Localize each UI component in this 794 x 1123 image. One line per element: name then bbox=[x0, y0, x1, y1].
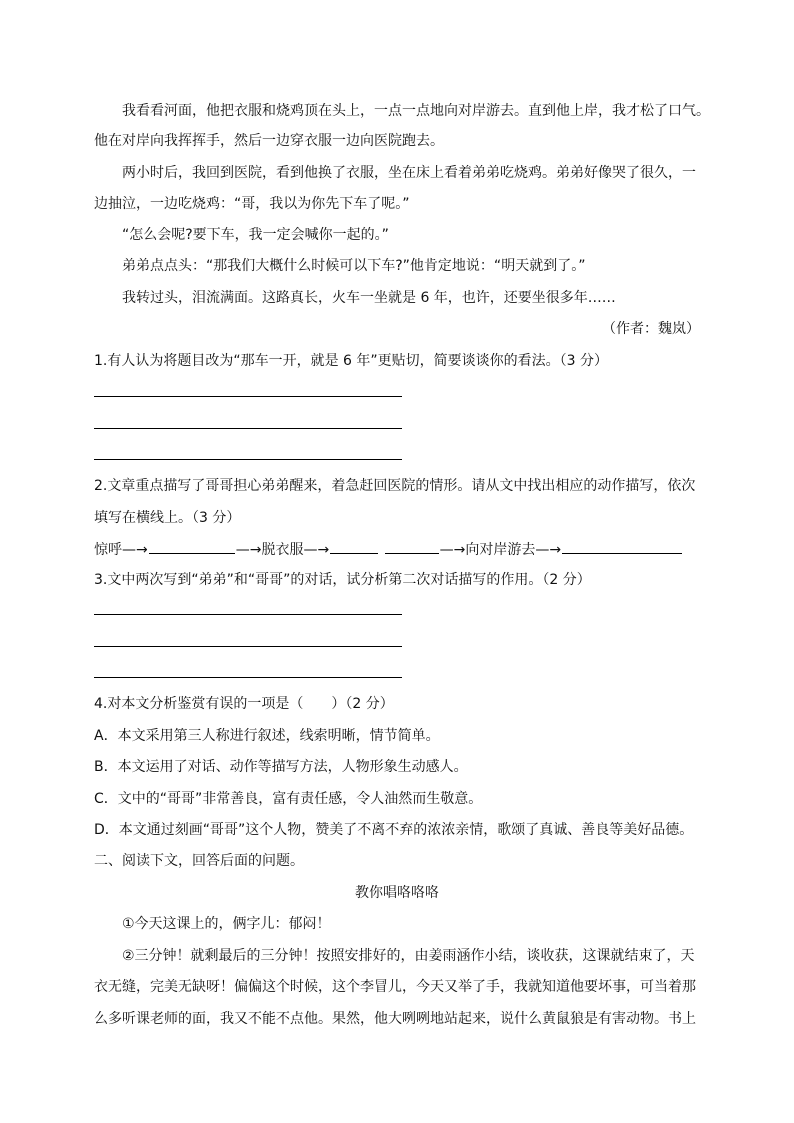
answer-line[interactable] bbox=[94, 396, 402, 397]
fill-blank[interactable] bbox=[149, 539, 235, 554]
story-paragraph-4: 弟弟点点头：“那我们大概什么时候可以下车?”他肯定地说：“明天就到了。” bbox=[122, 258, 586, 274]
article-paragraph-1: ①今天这课上的，俩字儿：郁闷！ bbox=[122, 916, 331, 932]
article-title: 教你唱咯咯咯 bbox=[355, 885, 439, 901]
arrow: —→ bbox=[235, 542, 262, 558]
arrow: —→ bbox=[303, 542, 330, 558]
fill-blank[interactable] bbox=[562, 539, 682, 554]
question-3: 3.文中两次写到“弟弟”和“哥哥”的对话，试分析第二次对话描写的作用。（2 分） bbox=[94, 572, 591, 588]
question-2-answer-chain bbox=[94, 539, 700, 560]
story-paragraph-1-cont: 他在对岸向我挥挥手，然后一边穿衣服一边向医院跑去。 bbox=[94, 133, 444, 149]
article-paragraph-2-cont: 衣无缝，完美无缺呀！偏偏这个时候，这个李冒儿，今天又举了手，我就知道他要坏事，可当着那 bbox=[94, 979, 696, 995]
section-2-heading: 二、阅读下文，回答后面的问题。 bbox=[94, 853, 304, 869]
article-paragraph-2: ②三分钟！就剩最后的三分钟！按照安排好的，由姜雨涵作小结，谈收获，这课就结束了，天 bbox=[122, 948, 695, 964]
question-4: 4.对本文分析鉴赏有误的一项是（ ）（2 分） bbox=[94, 696, 394, 712]
question-2-cont: 填写在横线上。（3 分） bbox=[94, 510, 241, 526]
story-paragraph-1: 我看看河面，他把衣服和烧鸡顶在头上，一点一点地向对岸游去。直到他上岸，我才松了口气。 bbox=[122, 103, 710, 119]
chain-step-undress: 脱衣服 bbox=[261, 542, 304, 558]
chain-step-exclaim: 惊呼 bbox=[94, 542, 122, 558]
chain-step-swim: 向对岸游去 bbox=[465, 542, 536, 558]
option-c[interactable]: C．文中的“哥哥”非常善良，富有责任感，令人油然而生敬意。 bbox=[94, 791, 483, 807]
question-1: 1.有人认为将题目改为“那车一开，就是 6 年”更贴切，简要谈谈你的看法。（3 分） bbox=[94, 353, 609, 369]
story-paragraph-3: “怎么会呢?要下车，我一定会喊你一起的。” bbox=[122, 227, 389, 243]
story-paragraph-2: 两小时后，我回到医院，看到他换了衣服，坐在床上看着弟弟吃烧鸡。弟弟好像哭了很久，一 bbox=[122, 165, 696, 181]
article-paragraph-2-cont: 么多听课老师的面，我又不能不点他。果然，他大咧咧地站起来，说什么黄鼠狼是有害动物。书上 bbox=[94, 1011, 696, 1027]
answer-line[interactable] bbox=[94, 428, 402, 429]
option-d[interactable]: D．本文通过刻画“哥哥”这个人物，赞美了不离不弃的浓浓亲情，歌颂了真诚、善良等美好品德。 bbox=[94, 822, 694, 838]
story-paragraph-2-cont: 边抽泣，一边吃烧鸡：“哥，我以为你先下车了呢。” bbox=[94, 196, 410, 212]
fill-blank[interactable] bbox=[330, 539, 378, 554]
arrow: —→ bbox=[439, 542, 466, 558]
option-b[interactable]: B．本文运用了对话、动作等描写方法，人物形象生动感人。 bbox=[94, 759, 468, 775]
answer-line[interactable] bbox=[94, 614, 402, 615]
arrow: —→ bbox=[122, 542, 148, 558]
fill-blank[interactable] bbox=[385, 539, 439, 554]
option-a[interactable]: A．本文采用第三人称进行叙述，线索明晰，情节简单。 bbox=[94, 728, 440, 744]
answer-line[interactable] bbox=[94, 459, 402, 460]
arrow: —→ bbox=[535, 542, 562, 558]
answer-line[interactable] bbox=[94, 677, 402, 678]
story-paragraph-5: 我转过头，泪流满面。这路真长，火车一坐就是 6 年，也许，还要坐很多年…… bbox=[122, 290, 616, 306]
author-credit: （作者：魏岚） bbox=[602, 321, 700, 337]
answer-line[interactable] bbox=[94, 646, 402, 647]
question-2: 2.文章重点描写了哥哥担心弟弟醒来，着急赶回医院的情形。请从文中找出相应的动作描写，依次 bbox=[94, 478, 696, 494]
